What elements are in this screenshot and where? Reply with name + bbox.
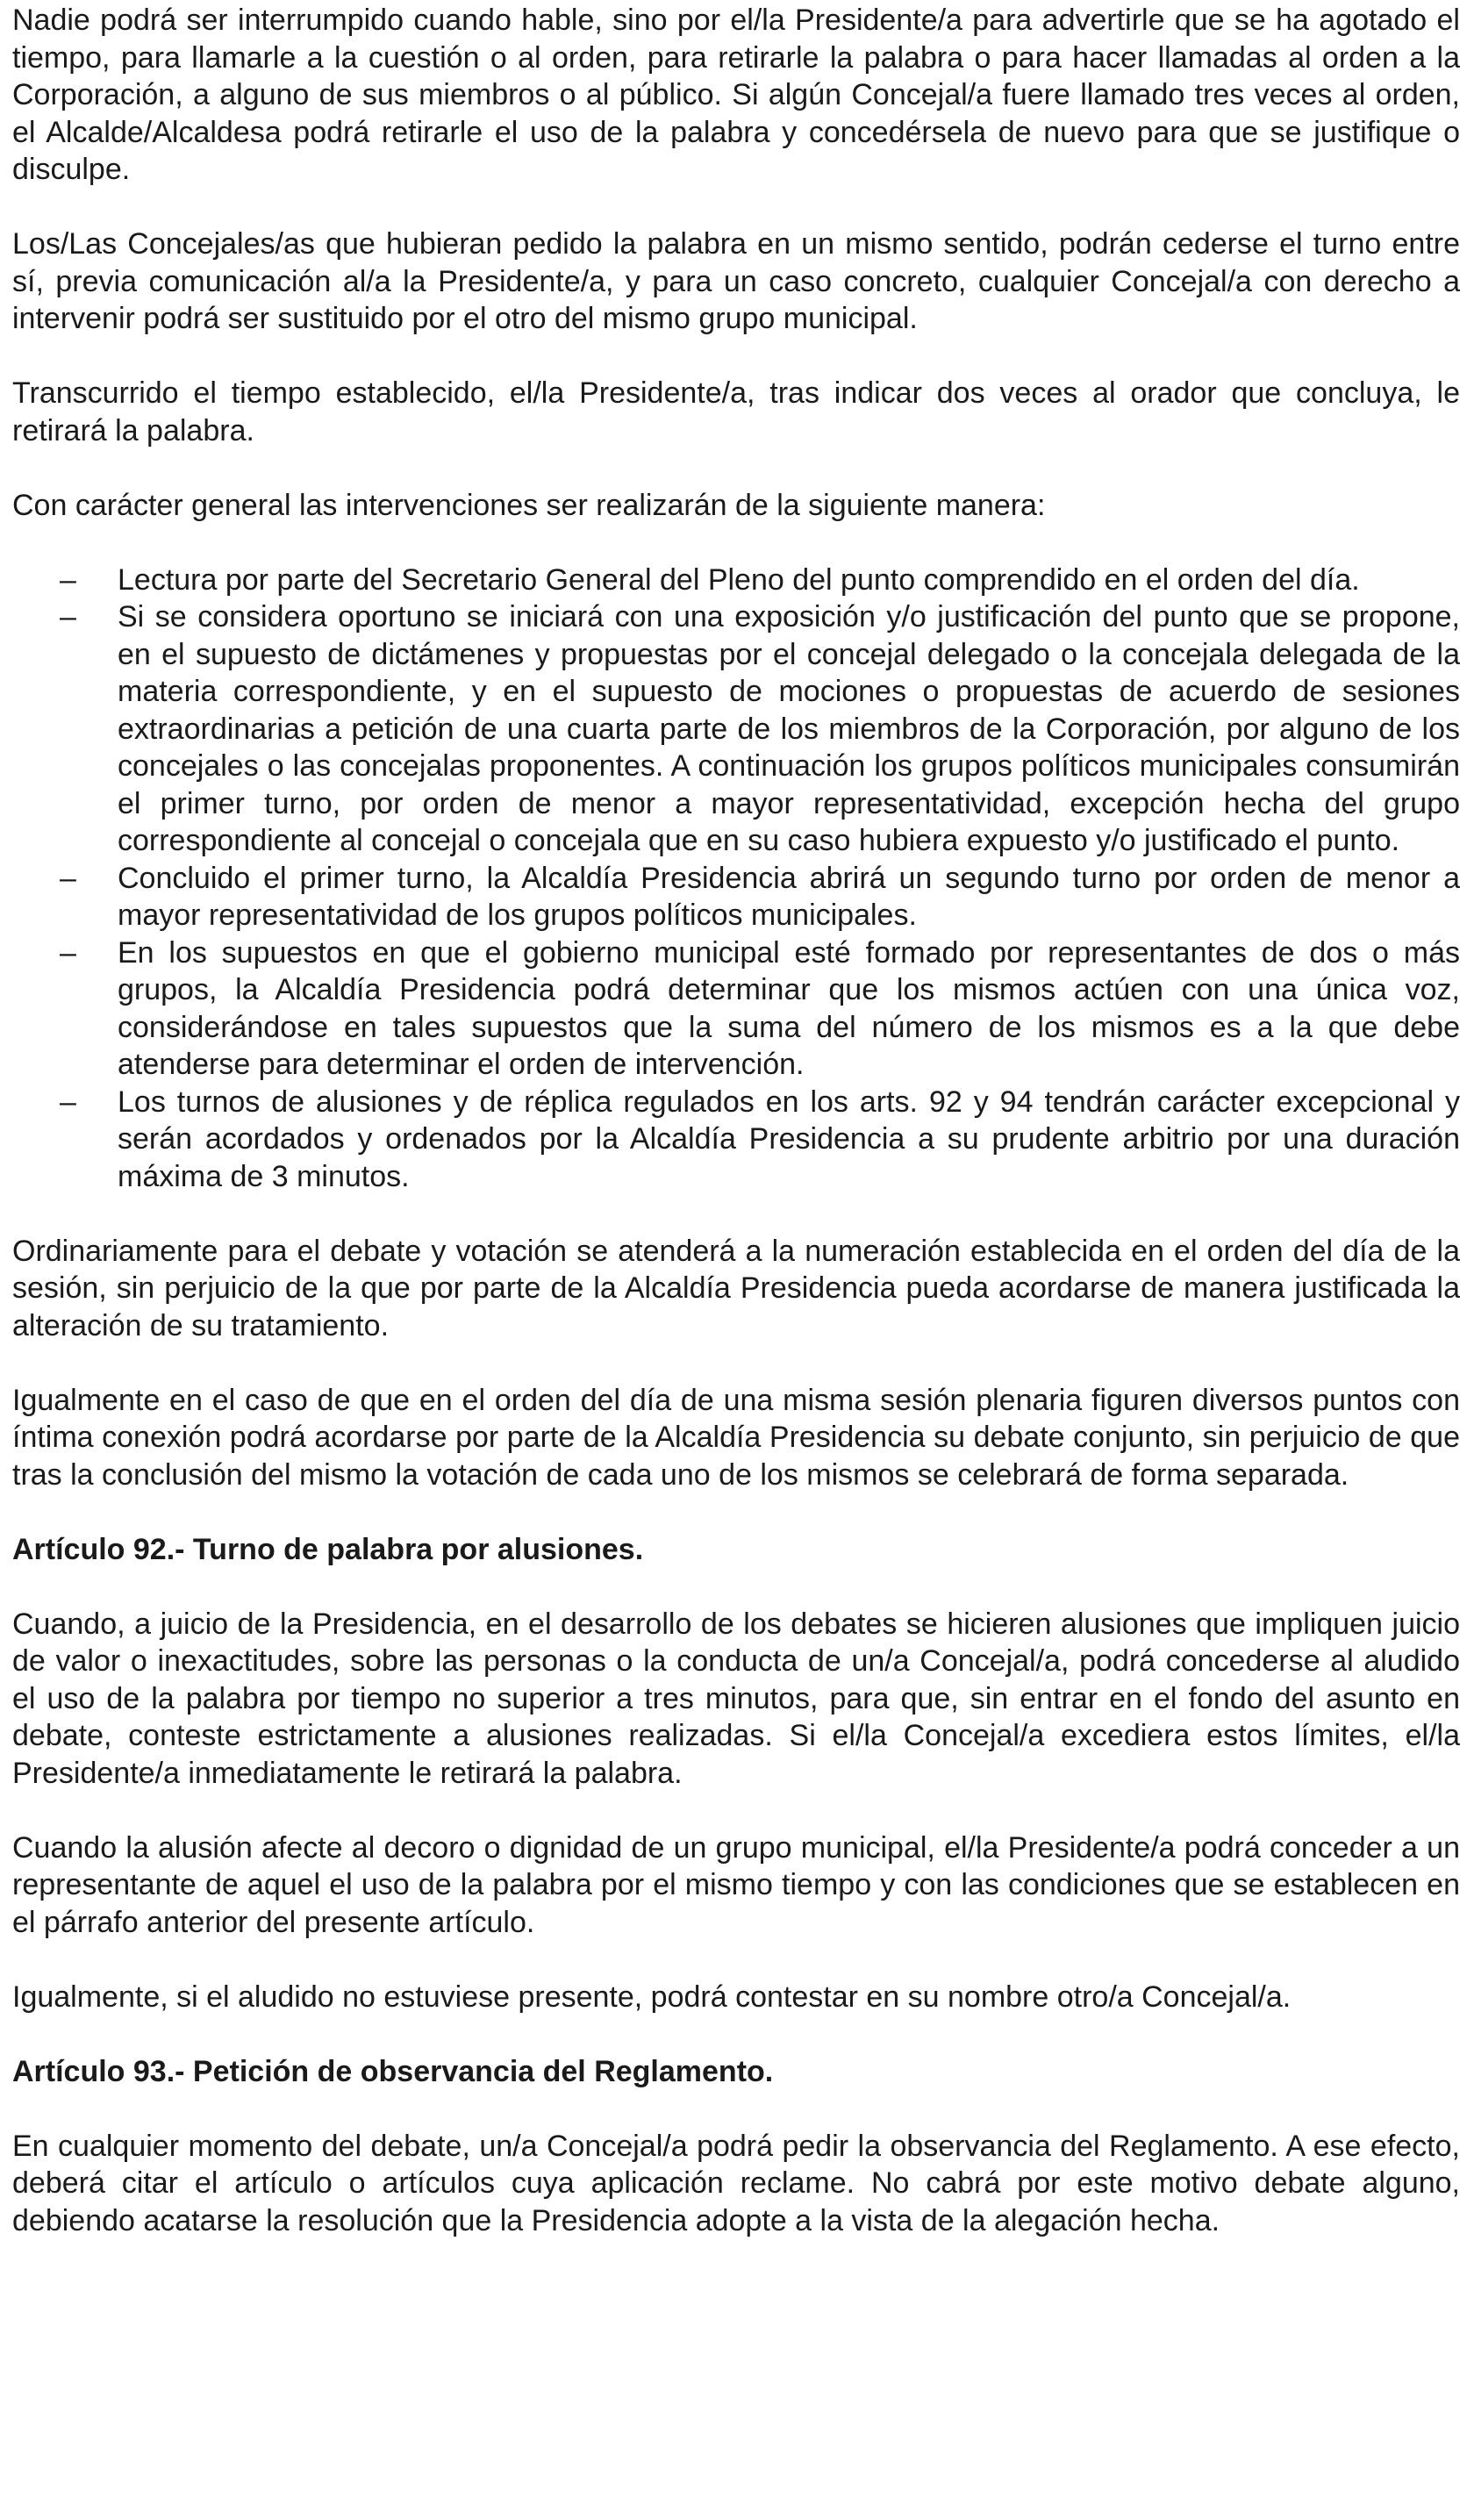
- dash-bullet: –: [60, 1085, 76, 1119]
- paragraph-observance: En cualquier momento del debate, un/a Concejal/a podrá pedir la observancia del Reglamento. A ese efecto, deberá citar el artículo o artículos cuya aplicación reclame. No cabrá por este motivo debate alguno, debiendo acatarse la resolución que la Presidencia adopte a la vista de la alegación hecha.: [12, 2129, 1460, 2237]
- paragraph-joint-debate: Igualmente en el caso de que en el orden del día de una misma sesión plenaria figuren diversos puntos con íntima conexión podrá acordarse por parte de la Alcaldía Presidencia su debate conjunto, sin perjuicio de que tras la conclusión del mismo la votación de cada uno de los mismos se celebrará de forma separada.: [12, 1383, 1460, 1492]
- list-item: [12, 598, 1460, 860]
- paragraph-cede-turn: Los/Las Concejales/as que hubieran pedido la palabra en un mismo sentido, podrán cederse el turno entre sí, previa comunicación al/a la Presidente/a, y para un caso concreto, cualquier Concejal/a con derecho a intervenir podrá ser sustituido por el otro del mismo grupo municipal.: [12, 227, 1460, 335]
- document-body: [12, 2, 1460, 2277]
- dash-bullet: –: [60, 935, 76, 970]
- paragraph-absent-alluded: Igualmente, si el aludido no estuviese presente, podrá contestar en su nombre otro/a Concejal/a.: [12, 1979, 1292, 2014]
- interventions-list: [12, 562, 1460, 1196]
- list-item-text: En los supuestos en que el gobierno municipal esté formado por representantes de dos o más grupos, la Alcaldía Presidencia podrá determinar que los mismos actúen con una única voz, considerándose en tales supuestos que la suma del número de los mismos es a la que debe atenderse para determinar el orden de intervención.: [118, 935, 1460, 1081]
- list-item: [12, 562, 1460, 599]
- paragraph-interruptions: Nadie podrá ser interrumpido cuando hable, sino por el/la Presidente/a para advertirle que se ha agotado el tiempo, para llamarle a la cuestión o al orden, para retirarle la palabra o para hacer llamadas al orden a la Corporación, a alguno de sus miembros o al público. Si algún Concejal/a fuere llamado tres veces al orden, el Alcalde/Alcaldesa podrá retirarle el uso de la palabra y concedérsela de nuevo para que se justifique o disculpe.: [12, 4, 1460, 186]
- paragraph-allusions: Cuando, a juicio de la Presidencia, en el desarrollo de los debates se hicieren alusiones que impliquen juicio de valor o inexactitudes, sobre las personas o la conducta de un/a Concejal/a, podrá concederse al aludido el uso de la palabra por tiempo no superior a tres minutos, para que, sin entrar en el fondo del asunto en debate, conteste estrictamente a alusiones realizadas. Si el/la Concejal/a excediera estos límites, el/la Presidente/a inmediatamente le retirará la palabra.: [12, 1607, 1460, 1790]
- paragraph-group-allusion: Cuando la alusión afecte al decoro o dignidad de un grupo municipal, el/la Presidente/a podrá conceder a un representante de aquel el uso de la palabra por el mismo tiempo y con las condiciones que se establecen en el párrafo anterior del presente artículo.: [12, 1830, 1460, 1939]
- heading-article-92: Artículo 92.- Turno de palabra por alusiones.: [12, 1532, 644, 1566]
- paragraph-general-interventions: Con carácter general las intervenciones ser realizarán de la siguiente manera:: [12, 488, 1046, 522]
- paragraph-time-elapsed: Transcurrido el tiempo establecido, el/la Presidente/a, tras indicar dos veces al orador que concluya, le retirará la palabra.: [12, 376, 1460, 447]
- paragraph-ordering: Ordinariamente para el debate y votación se atenderá a la numeración establecida en el orden del día de la sesión, sin perjuicio de la que por parte de la Alcaldía Presidencia pueda acordarse de manera justificada la alteración de su tratamiento.: [12, 1234, 1460, 1342]
- list-item-text: Si se considera oportuno se iniciará con una exposición y/o justificación del punto que se propone, en el supuesto de dictámenes y propuestas por el concejal delegado o la concejala delegada de la materia correspondiente, y en el supuesto de mociones o propuestas de acuerdo de sesiones extraordinarias a petición de una cuarta parte de los miembros de la Corporación, por alguno de los concejales o las concejalas proponentes. A continuación los grupos políticos municipales consumirán el primer turno, por orden de menor a mayor representatividad, excepción hecha del grupo correspondiente al concejal o concejala que en su caso hubiera expuesto y/o justificado el punto.: [118, 600, 1460, 857]
- dash-bullet: –: [60, 600, 76, 634]
- dash-bullet: –: [60, 562, 76, 597]
- list-item: [12, 934, 1460, 1084]
- list-item-text: Los turnos de alusiones y de réplica regulados en los arts. 92 y 94 tendrán carácter excepcional y serán acordados y ordenados por la Alcaldía Presidencia a su prudente arbitrio por una duración máxima de 3 minutos.: [118, 1085, 1460, 1193]
- list-item-text: Concluido el primer turno, la Alcaldía Presidencia abrirá un segundo turno por orden de menor a mayor representatividad de los grupos políticos municipales.: [118, 861, 1460, 932]
- list-item: [12, 860, 1460, 934]
- list-item: [12, 1084, 1460, 1196]
- list-item-text: Lectura por parte del Secretario General del Pleno del punto comprendido en el orden del día.: [118, 562, 1360, 597]
- dash-bullet: –: [60, 861, 76, 895]
- heading-article-93: Artículo 93.- Petición de observancia del Reglamento.: [12, 2054, 774, 2088]
